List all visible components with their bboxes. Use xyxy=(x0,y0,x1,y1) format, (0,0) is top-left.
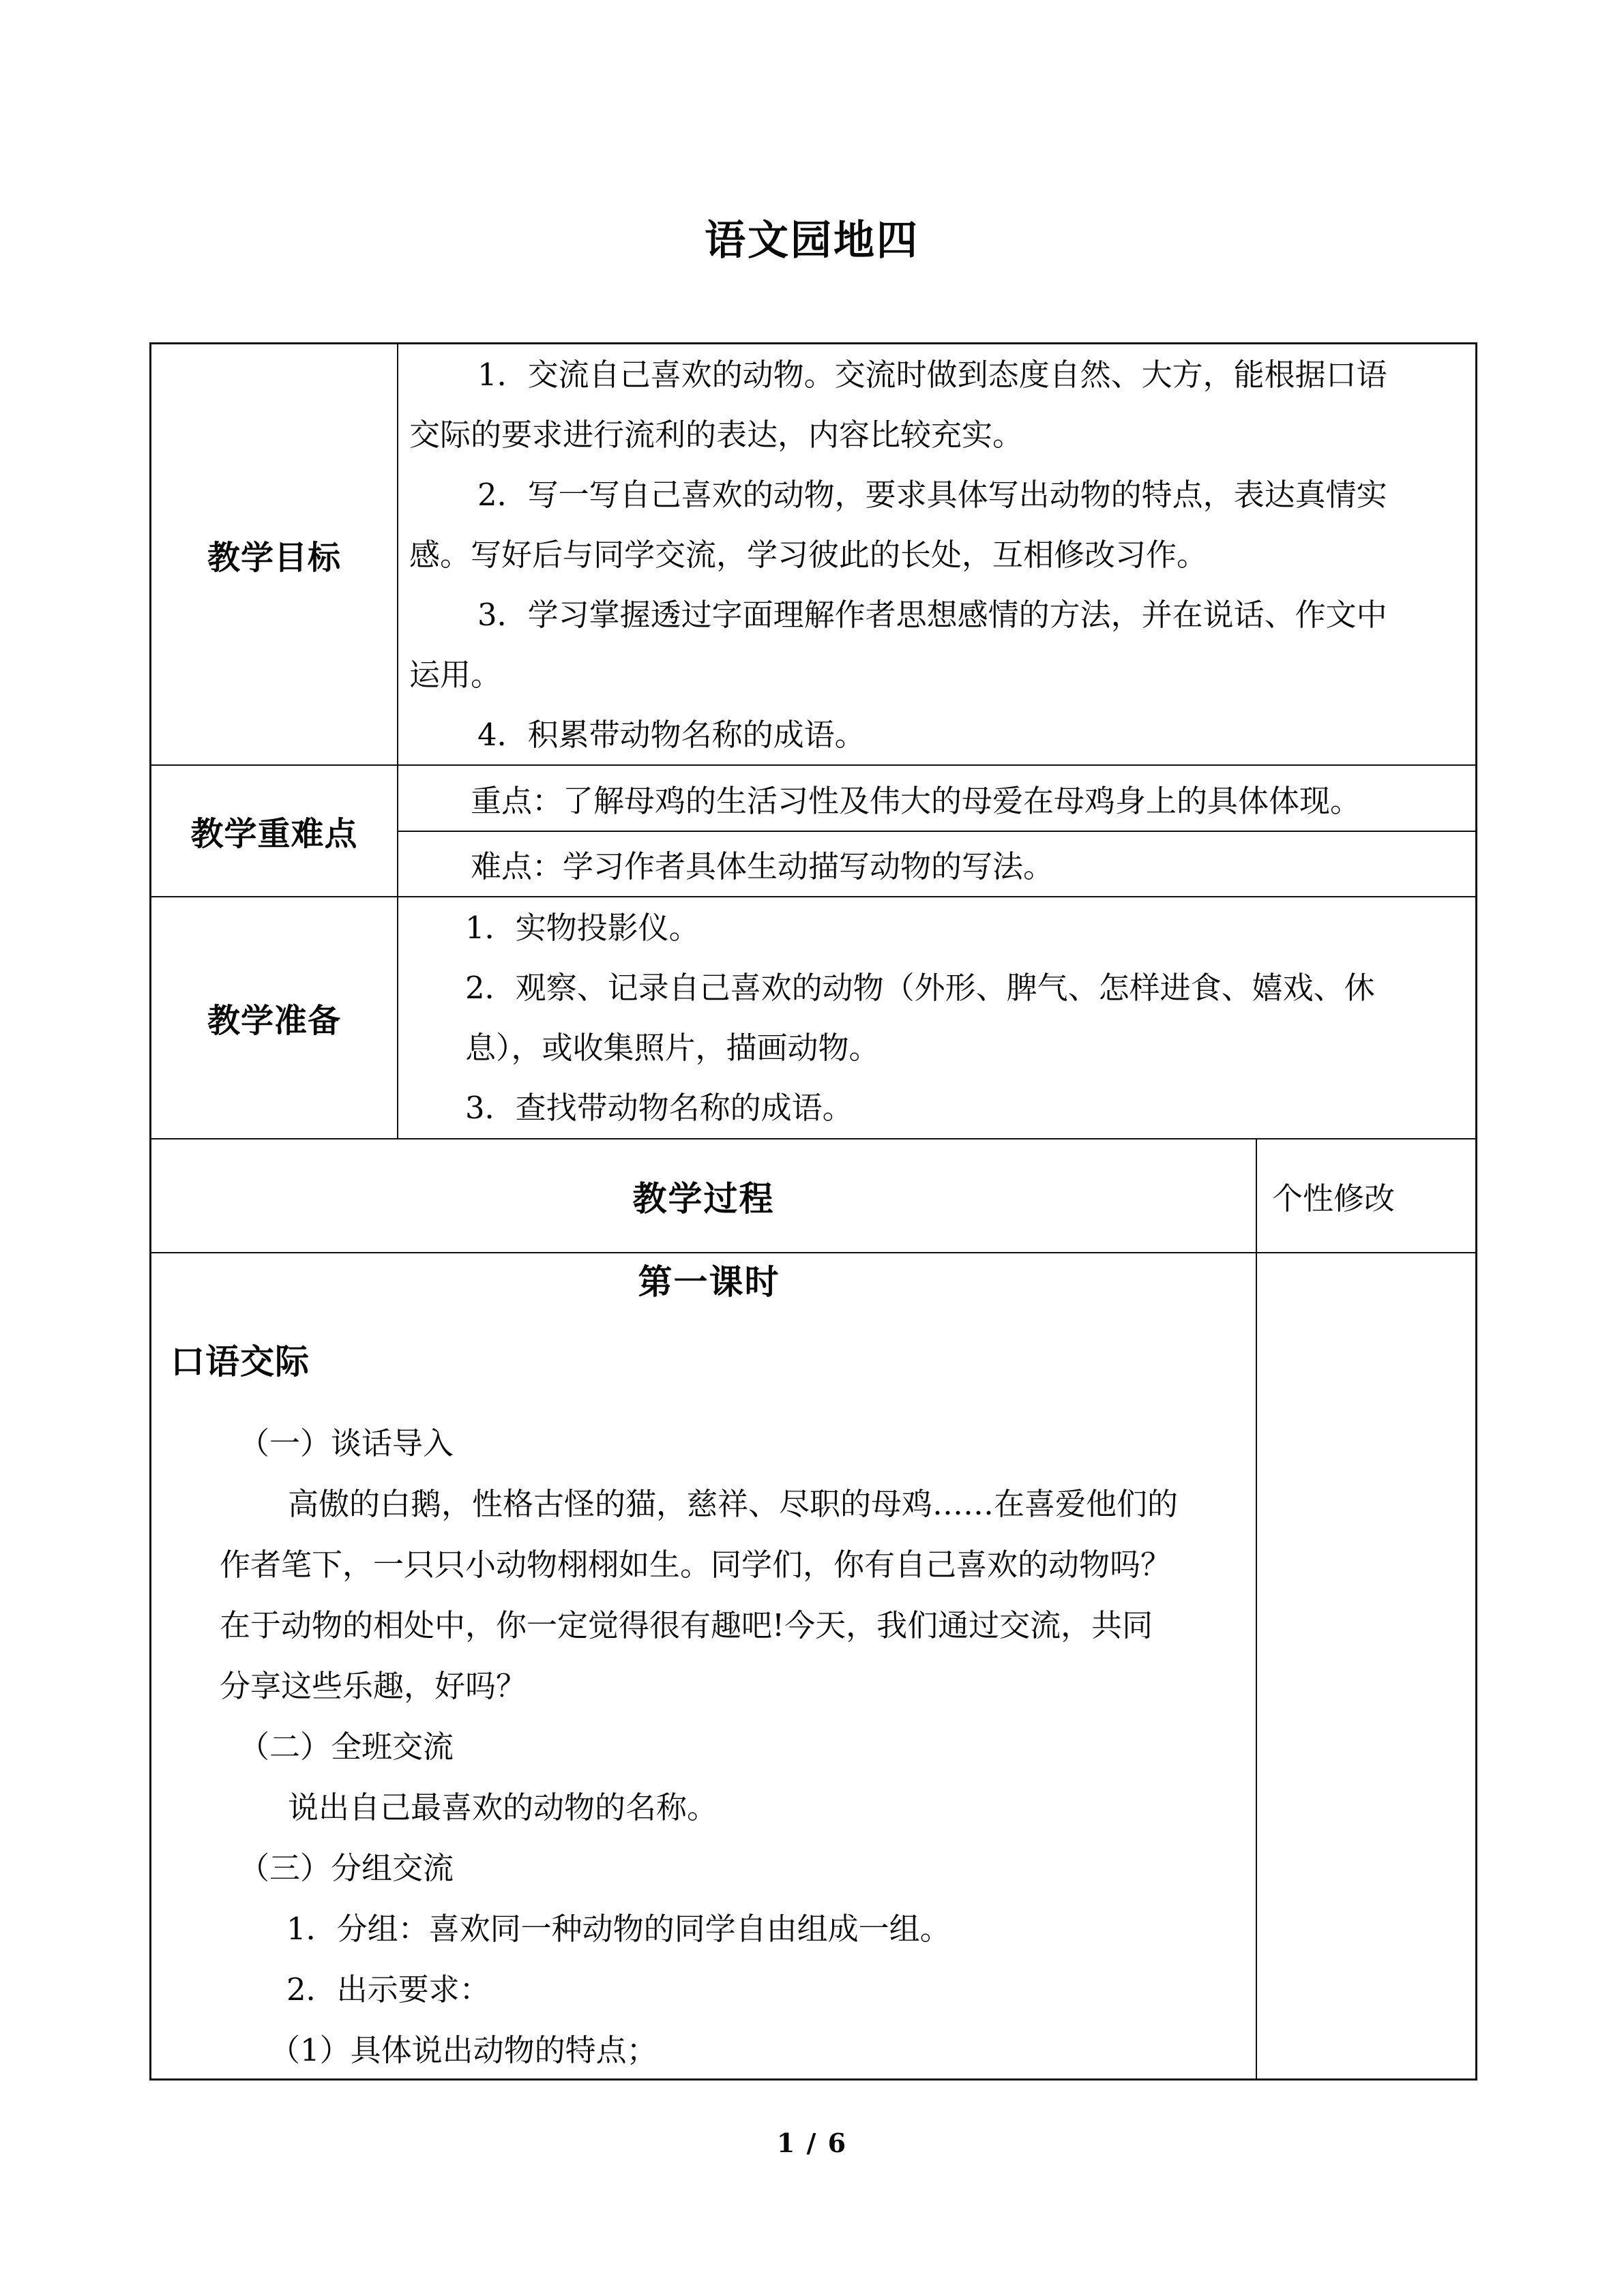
preparation-content xyxy=(398,897,1475,1138)
table-row-key-points xyxy=(151,766,1475,897)
table-row-lesson-body xyxy=(151,1253,1475,2078)
objective-line: 3．学习掌握透过字面理解作者思想感情的方法，并在说话、作文中 xyxy=(477,597,1387,633)
lesson-line: 作者笔下，一只只小动物栩栩如生。同学们，你有自己喜欢的动物吗？ xyxy=(220,1547,1172,1583)
lesson-line: （三）分组交流 xyxy=(239,1850,454,1886)
lesson-line: 1．分组：喜欢同一种动物的同学自由组成一组。 xyxy=(286,1911,951,1947)
key-point-line: 重点：了解母鸡的生活习性及伟大的母爱在母鸡身上的具体体现。 xyxy=(398,766,1475,832)
lesson-line: （一）谈话导入 xyxy=(239,1425,454,1461)
lesson-line: 2．出示要求： xyxy=(286,1971,490,2008)
lesson-line: 分享这些乐趣，好吗？ xyxy=(220,1668,527,1704)
objective-line: 4．积累带动物名称的成语。 xyxy=(477,717,866,753)
lesson-line: 说出自己最喜欢的动物的名称。 xyxy=(288,1789,718,1825)
preparation-line: 息），或收集照片，描画动物。 xyxy=(465,1030,880,1066)
session-title: 第一课时 xyxy=(638,1262,780,1302)
table-row-process-header xyxy=(151,1139,1475,1253)
page-title: 语文园地四 xyxy=(705,217,919,265)
lesson-content xyxy=(151,1253,1257,2078)
lesson-line: （二）全班交流 xyxy=(239,1729,454,1765)
lesson-line: （1）具体说出动物的特点； xyxy=(269,2032,658,2068)
table-row-objectives xyxy=(151,344,1475,766)
objective-line: 运用。 xyxy=(409,657,502,693)
key-points-label: 教学重难点 xyxy=(151,766,398,896)
preparation-line: 3．查找带动物名称的成语。 xyxy=(465,1090,853,1126)
preparation-line: 2．观察、记录自己喜欢的动物（外形、脾气、怎样进食、嬉戏、休 xyxy=(465,970,1375,1006)
preparation-line: 1．实物投影仪。 xyxy=(465,910,700,946)
lesson-line: 在于动物的相处中，你一定觉得很有趣吧!今天，我们通过交流，共同 xyxy=(220,1607,1153,1643)
lesson-line: 高傲的白鹅，性格古怪的猫，慈祥、尽职的母鸡……在喜爱他们的 xyxy=(288,1486,1179,1522)
objective-line: 交际的要求进行流利的表达，内容比较充实。 xyxy=(409,417,1024,453)
objective-line: 感。写好后与同学交流，学习彼此的长处，互相修改习作。 xyxy=(409,537,1208,573)
objectives-label: 教学目标 xyxy=(151,344,398,764)
section-title: 口语交际 xyxy=(171,1341,310,1382)
objective-line: 2．写一写自己喜欢的动物，要求具体写出动物的特点，表达真情实 xyxy=(477,477,1387,513)
objectives-content xyxy=(398,344,1475,764)
page-number: 1 / 6 xyxy=(776,2128,848,2158)
preparation-label: 教学准备 xyxy=(151,897,398,1138)
process-header: 教学过程 xyxy=(151,1139,1257,1252)
difficult-point-line: 难点：学习作者具体生动描写动物的写法。 xyxy=(471,848,1054,885)
personal-edit-header: 个性修改 xyxy=(1272,1180,1396,1217)
key-points-content xyxy=(398,766,1475,896)
lesson-plan-table xyxy=(149,342,1477,2081)
table-row-preparation xyxy=(151,897,1475,1139)
personal-edit-column-body xyxy=(1257,1253,1475,2078)
objective-line: 1．交流自己喜欢的动物。交流时做到态度自然、大方，能根据口语 xyxy=(477,357,1387,393)
